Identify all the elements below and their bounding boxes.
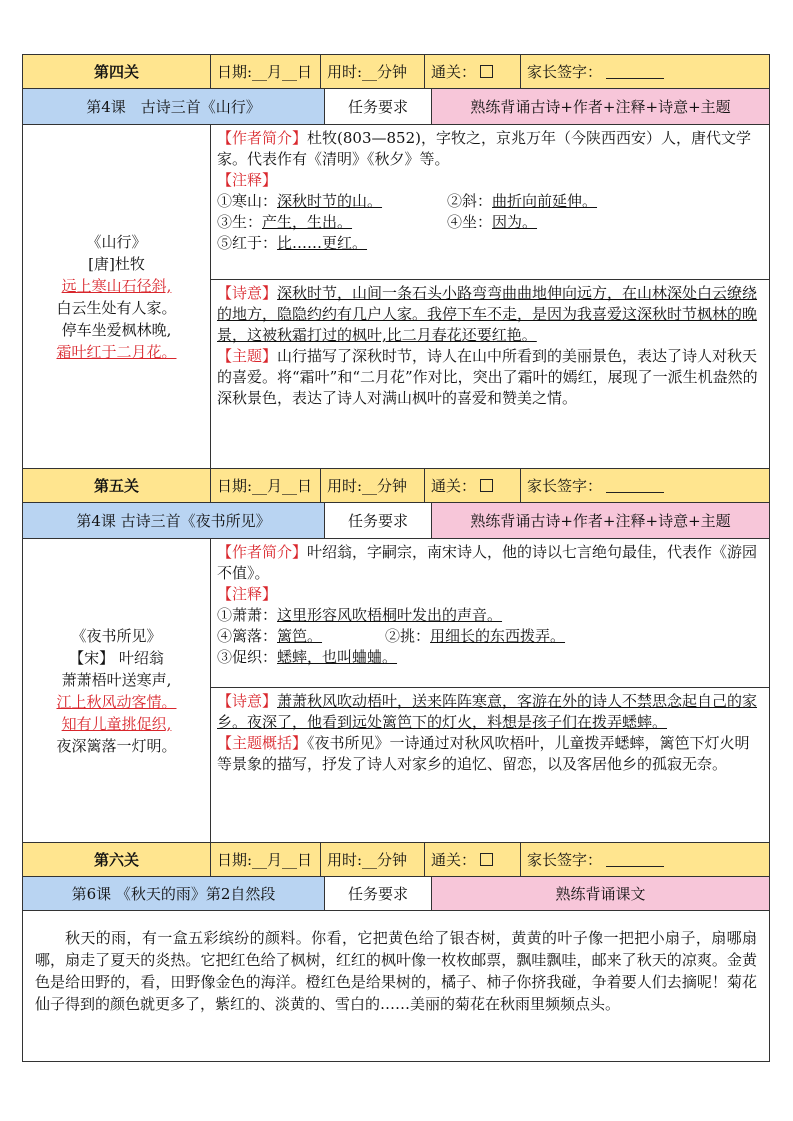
note-line [217, 212, 763, 233]
parent-sign-field[interactable] [521, 843, 769, 876]
pass-label: 通关： [431, 63, 477, 81]
poem-title: 《山行》 [86, 232, 147, 251]
poem-line: 夜深篱落一灯明。 [56, 736, 177, 755]
poem-title: 《夜书所见》 [71, 626, 162, 645]
level5-task-row [23, 503, 769, 539]
note-text: 篱笆。 [277, 627, 323, 645]
poem-line: 停车坐爱枫林晚, [61, 320, 172, 339]
level-title: 第六关 [23, 843, 211, 876]
meaning-text: 深秋时节，山间一条石头小路弯弯曲曲地伸向远方，在山林深处白云缭绕的地方，隐隐约约有几户人家。我停下车不走，是因为我喜爱这深秋时节枫林的晚景，这被秋霜打过的枫叶,比二月春花还要红艳。 [217, 284, 758, 344]
note-text: 产生，生出。 [262, 213, 353, 231]
task-label: 任务要求 [325, 89, 432, 124]
signature-line[interactable] [606, 478, 664, 493]
recitation-passage: 秋天的雨，有一盒五彩缤纷的颜料。你看，它把黄色给了银杏树，黄黄的叶子像一把把小扇子，扇哪扇哪，扇走了夏天的炎热。它把红色给了枫树，红红的枫叶像一枚枚邮票，飘哇飘哇，邮来了秋天的凉爽。金黄色是给田野的，看，田野像金色的海洋。橙红色是给果树的，橘子、柿子你挤我碰，争着要人们去摘呢！菊花仙子得到的颜色就更多了，紫红的、淡黄的、雪白的……美丽的菊花在秋雨里频频点头。 [35, 929, 757, 1013]
author-intro-tag: 【作者简介】 [217, 543, 308, 561]
note-text: 因为。 [492, 213, 538, 231]
lesson-title: 第4课 古诗三首《山行》 [23, 89, 325, 124]
poem-line: 萧萧梧叶送寒声, [61, 670, 172, 689]
time-field[interactable]: 用时:__分钟 [321, 55, 425, 88]
sign-label: 家长签字： [527, 477, 603, 495]
pass-field[interactable] [425, 843, 521, 876]
poem-line: 白云生处有人家。 [56, 298, 177, 317]
level6-content-row [23, 911, 769, 1061]
notes-tag: 【注释】 [217, 585, 278, 603]
pass-field[interactable] [425, 469, 521, 502]
level4-header-row [23, 55, 769, 89]
note-label: ⑤红于： [217, 234, 278, 252]
meaning-text: 萧萧秋风吹动梧叶，送来阵阵寒意，客游在外的诗人不禁思念起自己的家乡。夜深了，他看到远处篱笆下的灯火，料想是孩子们在拨弄蟋蟀。 [217, 692, 758, 731]
level4-task-row [23, 89, 769, 125]
author-intro-tag: 【作者简介】 [217, 129, 308, 147]
notes-block [211, 539, 769, 687]
note-label: ①萧萧： [217, 606, 278, 624]
note-label: ④篱落： [217, 627, 278, 645]
date-field[interactable]: 日期:__月__日 [211, 469, 321, 502]
detail-panel [211, 125, 769, 468]
meaning-tag: 【诗意】 [217, 284, 278, 302]
task-requirement: 熟练背诵古诗+作者+注释+诗意+主题 [432, 89, 769, 124]
note-label: ②挑： [385, 627, 431, 645]
signature-line[interactable] [606, 852, 664, 867]
poem-line: 远上寒山石径斜, [61, 276, 172, 295]
poem-panel [23, 125, 211, 468]
worksheet [22, 54, 770, 1062]
note-line [217, 647, 763, 668]
time-field[interactable]: 用时:__分钟 [321, 469, 425, 502]
note-text: 蟋蟀，也叫蛐蛐。 [277, 648, 398, 666]
author-intro [217, 542, 763, 584]
author-intro-text: 叶绍翁，字嗣宗，南宋诗人，他的诗以七言绝句最佳，代表作《游园不值》。 [217, 543, 758, 582]
level6-task-row [23, 877, 769, 911]
level4-content-row [23, 125, 769, 469]
time-field[interactable]: 用时:__分钟 [321, 843, 425, 876]
checkbox-icon[interactable] [480, 65, 493, 78]
date-field[interactable]: 日期:__月__日 [211, 55, 321, 88]
author-intro-text: 杜牧(803—852)，字牧之，京兆万年（今陕西西安）人，唐代文学家。代表作有《清明》《秋夕》等。 [217, 129, 751, 168]
task-requirement: 熟练背诵古诗+作者+注释+诗意+主题 [432, 503, 769, 538]
note-line [217, 233, 763, 254]
level6-header-row [23, 843, 769, 877]
note-label: ①寒山： [217, 192, 278, 210]
pass-label: 通关： [431, 851, 477, 869]
level-title: 第四关 [23, 55, 211, 88]
note-line [217, 191, 763, 212]
author-intro [217, 128, 763, 170]
note-label: ②斜： [447, 192, 493, 210]
poem-line: 霜叶红于二月花。 [56, 342, 177, 361]
parent-sign-field[interactable] [521, 469, 769, 502]
poem-panel [23, 539, 211, 842]
poem-author: [唐]杜牧 [88, 254, 145, 273]
note-text: 曲折向前延伸。 [492, 192, 598, 210]
lesson-title: 第4课 古诗三首《夜书所见》 [23, 503, 325, 538]
signature-line[interactable] [606, 64, 664, 79]
task-label: 任务要求 [325, 877, 432, 910]
poem-author: 【宋】 叶绍翁 [69, 648, 164, 667]
task-requirement: 熟练背诵课文 [432, 877, 769, 910]
note-line [217, 626, 763, 647]
theme-text: 《夜书所见》一诗通过对秋风吹梧叶，儿童拨弄蟋蟀，篱笆下灯火明等景象的描写，抒发了诗人对家乡的追忆、留恋，以及客居他乡的孤寂无奈。 [217, 734, 750, 773]
note-line [217, 605, 763, 626]
poem-theme [217, 346, 763, 409]
note-text: 这里形容风吹梧桐叶发出的声音。 [277, 606, 503, 624]
detail-panel [211, 539, 769, 842]
pass-field[interactable] [425, 55, 521, 88]
level5-content-row [23, 539, 769, 843]
note-label: ③促织： [217, 648, 278, 666]
level-title: 第五关 [23, 469, 211, 502]
note-text: 深秋时节的山。 [277, 192, 383, 210]
pass-label: 通关： [431, 477, 477, 495]
meaning-theme-block [211, 687, 769, 842]
task-label: 任务要求 [325, 503, 432, 538]
checkbox-icon[interactable] [480, 853, 493, 866]
lesson-title: 第6课 《秋天的雨》第2自然段 [23, 877, 325, 910]
checkbox-icon[interactable] [480, 479, 493, 492]
poem-line: 江上秋风动客情。 [56, 692, 177, 711]
theme-tag: 【主题概括】 [217, 734, 308, 752]
poem-meaning [217, 283, 763, 346]
note-text: 比……更红。 [277, 234, 368, 252]
note-label: ④坐： [447, 213, 493, 231]
note-text: 用细长的东西拨弄。 [430, 627, 566, 645]
sign-label: 家长签字： [527, 851, 603, 869]
poem-meaning [217, 691, 763, 733]
notes-block [211, 125, 769, 279]
parent-sign-field[interactable] [521, 55, 769, 88]
sign-label: 家长签字： [527, 63, 603, 81]
notes-tag: 【注释】 [217, 171, 278, 189]
poem-theme [217, 733, 763, 775]
theme-tag: 【主题】 [217, 347, 278, 365]
meaning-tag: 【诗意】 [217, 692, 278, 710]
date-field[interactable]: 日期:__月__日 [211, 843, 321, 876]
meaning-theme-block [211, 279, 769, 468]
note-label: ③生： [217, 213, 263, 231]
poem-line: 知有儿童挑促织, [61, 714, 172, 733]
level5-header-row [23, 469, 769, 503]
theme-text: 山行描写了深秋时节，诗人在山中所看到的美丽景色，表达了诗人对秋天的喜爱。将“霜叶”和“二月花”作对比，突出了霜叶的嫣红，展现了一派生机盎然的深秋景色，表达了诗人对满山枫叶的喜爱和赞美之情。 [217, 347, 758, 407]
